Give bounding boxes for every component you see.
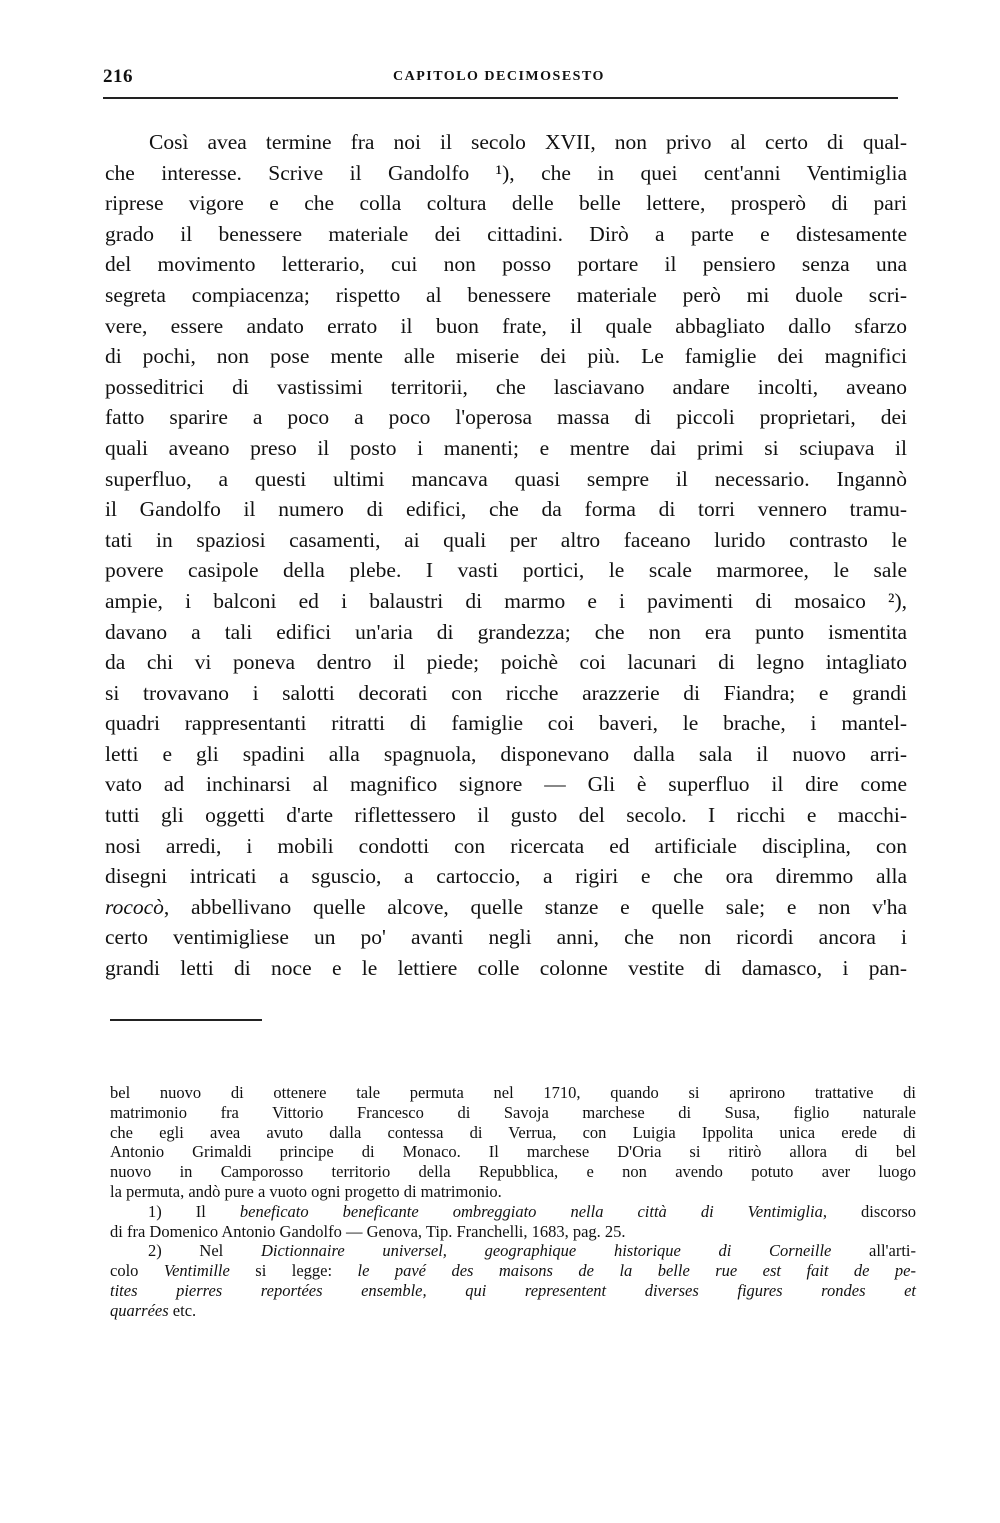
body-line: nosi arredi, i mobili condotti con ricercata ed artificiale disciplina, con [105, 833, 907, 858]
body-line: davano a tali edifici un'aria di grandezza; che non era punto ismentita [105, 619, 907, 644]
body-line: ampie, i balconi ed i balaustri di marmo e i pavimenti di mosaico ²), [105, 588, 907, 613]
body-line: povere casipole della plebe. I vasti portici, le scale marmoree, le sale [105, 558, 907, 583]
page-header [103, 66, 898, 96]
header-rule [103, 97, 898, 99]
body-line: quadri rappresentanti ritratti di famiglie coi baveri, le brache, i mantel- [105, 711, 907, 736]
footnote-line: matrimonio fra Vittorio Francesco di Savoja marchese di Susa, figlio naturale [110, 1102, 916, 1122]
body-line: Così avea termine fra noi il secolo XVII, non privo al certo di qual- [149, 130, 907, 154]
footnotes [110, 1083, 916, 1321]
body-text [105, 127, 907, 984]
body-line: del movimento letterario, cui non posso portare il pensiero senza una [105, 252, 907, 277]
body-line: riprese vigore e che colla coltura delle belle lettere, prosperò di pari [105, 191, 907, 216]
body-line: vere, essere andato errato il buon frate, il quale abbagliato dallo sfarzo [105, 313, 907, 338]
body-line: fatto sparire a poco a poco l'operosa massa di piccoli proprietari, dei [105, 405, 907, 430]
body-line: tati in spaziosi casamenti, ai quali per altro faceano lurido contrasto le [105, 527, 907, 552]
footnote-line: la permuta, andò pure a vuoto ogni progetto di matrimonio. [110, 1181, 502, 1201]
footnote-2-title: Dictionnaire universel, geographique historique di Corneille [260, 1241, 832, 1261]
footnote-line: Antonio Grimaldi principe di Monaco. Il marchese D'Oria si ritirò allora di bel [110, 1142, 916, 1162]
footnote-2: 2) Nel Dictionnaire universel, geographique historique di Corneille all'arti- [148, 1241, 916, 1261]
body-line: quali aveano preso il posto i manenti; e mentre dai primi si sciupava il [105, 435, 907, 460]
footnote-1: 1) Il beneficato beneficante ombreggiato nella città di Ventimiglia, discorso [148, 1201, 917, 1221]
footnote-line: quarrées etc. [110, 1300, 197, 1320]
body-line: che interesse. Scrive il Gandolfo ¹), che in quei cent'anni Ventimiglia [105, 160, 907, 185]
footnote-1-title: beneficato beneficante ombreggiato nella città di Ventimiglia [239, 1201, 823, 1221]
rococo-word: rococò [105, 894, 164, 919]
body-line: tutti gli oggetti d'arte riflettessero il gusto del secolo. I ricchi e macchi- [105, 803, 907, 828]
page-number: 216 [103, 66, 133, 87]
footnote-line: che egli avea avuto dalla contessa di Verrua, con Luigia Ippolita unica erede di [110, 1122, 916, 1142]
footnote-line: colo Ventimille si legge: le pavé des maisons de la belle rue est fait de pe- [110, 1261, 916, 1281]
body-line: posseditrici di vastissimi territorii, che lasciavano andare incolti, aveano [105, 374, 907, 399]
body-line: disegni intricati a sguscio, a cartoccio, a rigiri e che ora diremmo alla [105, 864, 907, 889]
body-line: vato ad inchinarsi al magnifico signore — Gli è superfluo il dire come [105, 772, 907, 797]
body-line-rest: , abbellivano quelle alcove, quelle stanze e quelle sale; e non v'ha [163, 894, 907, 919]
footnote-line: tites pierres reportées ensemble, qui representent diverses figures rondes et [110, 1280, 916, 1300]
footnote-line: nuovo in Camporosso territorio della Repubblica, e non avendo potuto aver luogo [110, 1162, 916, 1182]
body-line: grado il benessere materiale dei cittadini. Dirò a parte e distesamente [105, 221, 907, 246]
body-line: da chi vi poneva dentro il piede; poichè coi lacunari di legno intagliato [105, 650, 907, 675]
body-line: il Gandolfo il numero di edifici, che da forma di torri vennero tramu- [105, 497, 907, 522]
body-line: letti e gli spadini alla spagnuola, disponevano dalla sala il nuovo arri- [105, 741, 907, 766]
body-line: certo ventimigliese un po' avanti negli anni, che non ricordi ancora i [105, 925, 907, 950]
running-head: CAPITOLO DECIMOSESTO [393, 69, 605, 84]
body-line: si trovavano i salotti decorati con ricche arazzerie di Fiandra; e grandi [105, 680, 907, 705]
footnote-line: bel nuovo di ottenere tale permuta nel 1710, quando si aprirono trattative di [110, 1083, 916, 1102]
body-line: segreta compiacenza; rispetto al benessere materiale però mi duole scri- [105, 282, 907, 307]
footnote-line: di fra Domenico Antonio Gandolfo — Genova, Tip. Franchelli, 1683, pag. 25. [110, 1221, 626, 1241]
body-line [105, 892, 907, 923]
body-line: superfluo, a questi ultimi mancava quasi sempre il necessario. Ingannò [105, 466, 907, 491]
body-line: di pochi, non pose mente alle miserie dei più. Le famiglie dei magnifici [105, 344, 907, 369]
footnote-rule [110, 1019, 262, 1021]
body-line: grandi letti di noce e le lettiere colle colonne vestite di damasco, i pan- [105, 956, 907, 981]
